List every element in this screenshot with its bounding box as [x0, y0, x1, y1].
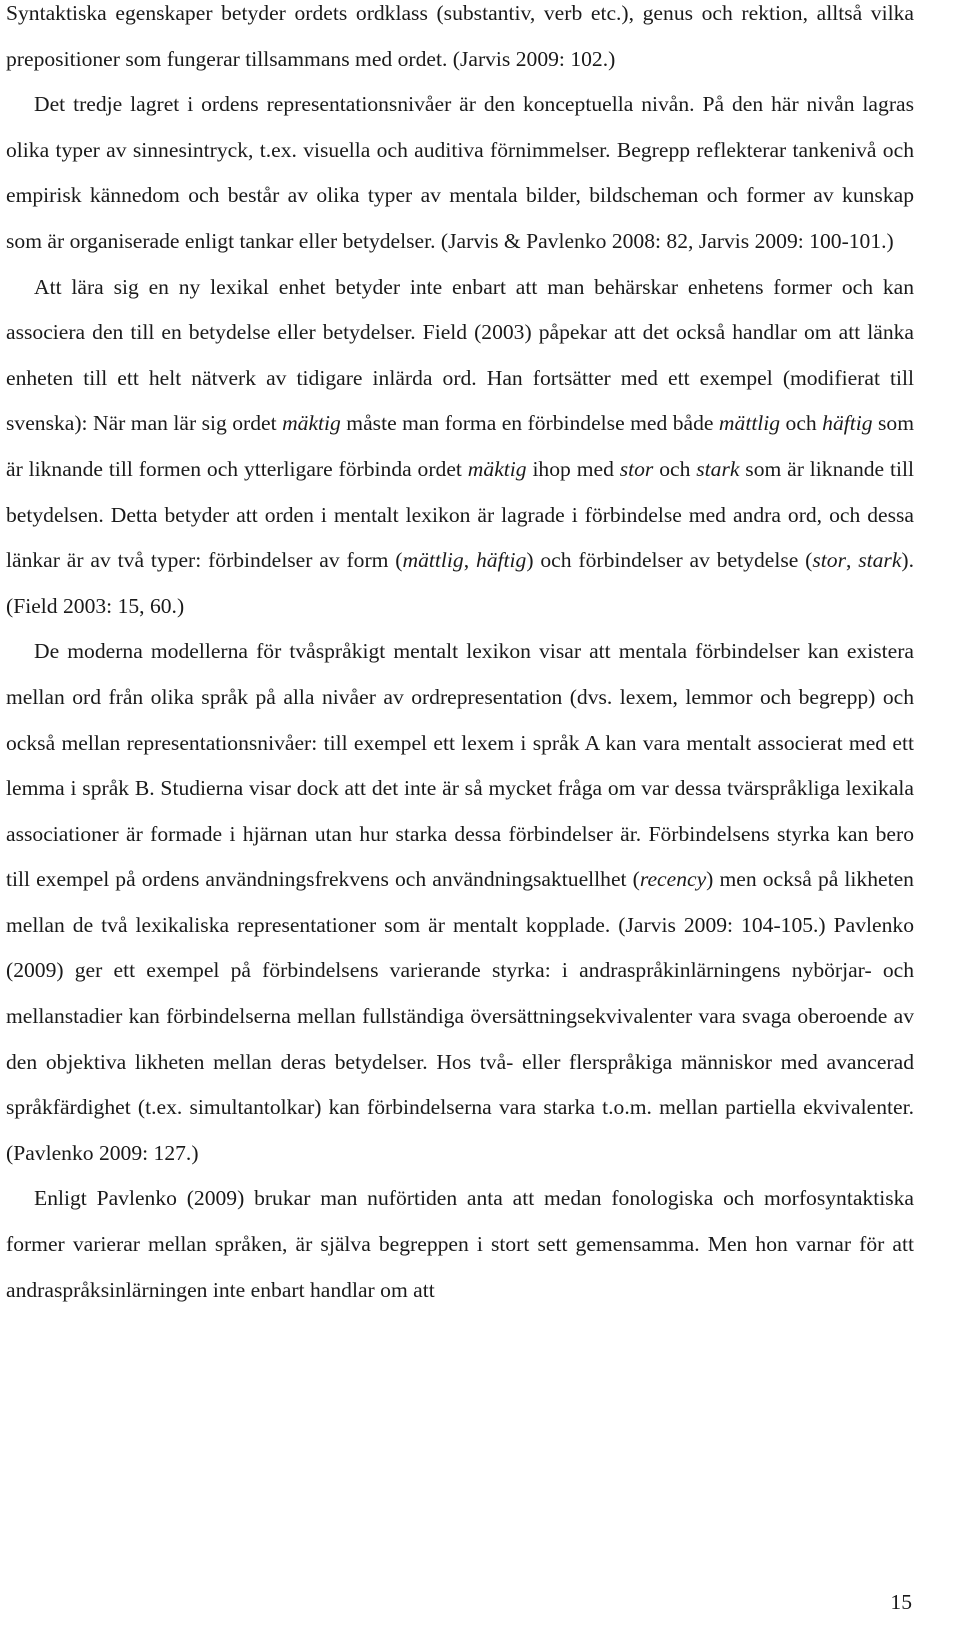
paragraph-bilingual-models [6, 629, 914, 1176]
text-segment: och [780, 411, 823, 436]
italic-term: recency [639, 867, 707, 892]
text-segment: ) och förbindelser av betydelse ( [526, 548, 813, 573]
text-segment: De moderna modellerna för tvåspråkigt mentalt lexikon visar att mentala förbindelser kan existera mellan ord från olika språk på alla nivåer av ordrepresentation (dvs. lexem, lemmor och begrepp) och också mellan representationsnivåer: till exempel ett lexem i språk A kan vara mentalt associerat med ett lemma i språk B. Studierna visar dock att det inte är så mycket fråga om var dessa tvärspråkliga lexikala associationer är formade i hjärnan utan hur starka dessa förbindelser är. Förbindelsens styrka kan bero till exempel på ordens användningsfrekvens och användningsaktuellhet ( [6, 639, 914, 892]
text-segment: , [845, 548, 859, 573]
page-number: 15 [890, 1590, 912, 1614]
text-segment: ). (Field 2003: 15, 60.) [6, 548, 915, 618]
paragraph-pavlenko-concepts [6, 1176, 914, 1313]
italic-term: stark [858, 548, 902, 573]
text-segment: ihop med [526, 456, 620, 481]
text-segment: Det tredje lagret i ordens representationsnivåer är den konceptuella nivån. På den här nivån lagras olika typer av sinnesintryck, t.ex. visuella och auditiva förnimmelser. Begrepp reflekterar tankenivå och empirisk kännedom och består av olika typer av mentala bilder, bildscheman och former av kunskap som är organiserade enligt tankar eller betydelser. (Jarvis & Pavlenko 2008: 82, Jarvis 2009: 100-101.) [6, 92, 914, 253]
text-segment: , [463, 548, 476, 573]
italic-term: häftig [475, 548, 527, 573]
text-segment: Enligt Pavlenko (2009) brukar man nuförtiden anta att medan fonologiska och morfosyntaktiska former varierar mellan språken, är själva begreppen i stort sett gemensamma. Men hon varnar för att andraspråksinlärningen inte enbart handlar om att [6, 1186, 914, 1302]
text-segment: måste man forma en förbindelse med både [340, 411, 719, 436]
text-segment: och [653, 456, 697, 481]
italic-term: mäktig [282, 411, 341, 436]
text-segment: som är liknande till betydelsen. Detta betyder att orden i mentalt lexikon är lagrade i förbindelse med andra ord, och dessa länkar är av två typer: förbindelser av form ( [6, 456, 915, 573]
text-segment: Syntaktiska egenskaper betyder ordets ordklass (substantiv, verb etc.), genus och rektion, alltså vilka prepositioner som fungerar tillsammans med ordet. (Jarvis 2009: 102.) [6, 1, 914, 71]
paragraph-conceptual-level [6, 82, 914, 264]
italic-term: mättlig [718, 411, 781, 436]
text-segment: som är liknande till formen och ytterligare förbinda ordet [6, 411, 914, 481]
italic-term: stor [812, 548, 846, 573]
text-segment: ) men också på likheten mellan de två lexikaliska representationer som är mentalt kopplade. (Jarvis 2009: 104-105.) Pavlenko (2009) ger ett exempel på förbindelsens varierande styrka: i andraspråkinlärningens nybörjar- och mellanstadier kan förbindelserna mellan fullständiga översättningsekvivalenter vara svaga oberoende av den objektiva likheten mellan deras betydelser. Hos två- eller flerspråkiga människor med avancerad språkfärdighet (t.ex. simultantolkar) kan förbindelserna vara starka t.o.m. mellan partiella ekvivalenter. (Pavlenko 2009: 127.) [6, 867, 914, 1165]
italic-term: stark [696, 456, 740, 481]
italic-term: mäktig [467, 456, 527, 481]
italic-term: mättlig [402, 548, 464, 573]
text-segment: Att lära sig en ny lexikal enhet betyder inte enbart att man behärskar enhetens former och kan associera den till en betydelse eller betydelser. Field (2003) påpekar att det också handlar om att länka enheten till ett helt nätverk av tidigare inlärda ord. Han fortsätter med ett exempel (modifierat till svenska): När man lär sig ordet [6, 274, 914, 436]
paragraph-lexical-learning [6, 265, 914, 630]
italic-term: häftig [822, 411, 873, 436]
paragraph-syntactic-properties [6, 0, 914, 82]
italic-term: stor [619, 456, 654, 481]
document-page [6, 0, 914, 1313]
